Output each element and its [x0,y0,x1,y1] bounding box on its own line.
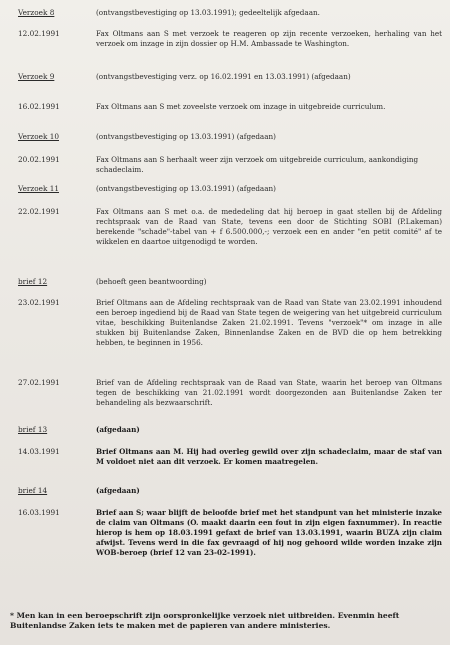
entry-date: 20.02.1991 [18,155,60,164]
entry-text: Fax Oltmans aan S herhaalt weer zijn verzoek om uitgebreide curriculum, aankondiging schadeclaim. [96,155,419,175]
entry-date: 14.03.1991 [18,447,60,456]
entry-date: 27.02.1991 [18,378,60,387]
entry-text: Brief Oltmans aan de Afdeling rechtspraak van de Raad van State van 23.02.1991 inhoudend een beroep ingediend bij de Raad van State tegen de weigering van het uitgebreid curriculum vitae, beschikking Buitenlandse Zaken 21.02.1991. Tevens "verzoek"* om inzage in alle stukken bij Buitenlandse Zaken, Binnenlandse Zaken en de BVD die op hem betrekking hebben, te beginnen in 1956. [96,298,442,348]
entry-text: Brief aan S; waar blijft de beloofde brief met het standpunt van het ministerie inzake de claim van Oltmans (O. maakt daarin een fout in zijn eigen faxnummer). In reactie hierop is hem op 18.03.1991 gefaxt de brief van 13.03.1991, waarin BUZA zijn claim afwijst. Tevens werd in die fax gevraagd of hij nog gehoord wilde worden inzake zijn WOB-beroep (brief 12 van 23-02-1991). [96,508,442,558]
entry-label: brief 14 [18,486,48,495]
entry-date: 22.02.1991 [18,207,60,216]
entry-text: (ontvangstbevestiging op 13.03.1991) (afgedaan) [96,184,276,193]
entry-date: 16.02.1991 [18,102,60,111]
entry-text: (ontvangstbevestiging op 13.03.1991); gedeeltelijk afgedaan. [96,8,320,17]
entry-text: (behoeft geen beantwoording) [96,277,207,286]
entry-text: Fax Oltmans aan S met zoveelste verzoek om inzage in uitgebreide curriculum. [96,102,386,111]
entry-text: Fax Oltmans aan S met o.a. de mededeling dat hij beroep in gaat stellen bij de Afdeling rechtspraak van de Raad van State, tevens een door de Stichting SOBI (P.Lakeman) berekende "schade"-tabel van + f 6.500.000,-; verzoek een en ander "en petit comité" af te wikkelen en daartoe uitgenodigd te worden. [96,207,442,247]
entry-date: 16.03.1991 [18,508,60,517]
entry-label: brief 12 [18,277,48,286]
entry-text: (afgedaan) [96,486,140,495]
entry-text: (afgedaan) [96,425,140,434]
entry-text: (ontvangstbevestiging verz. op 16.02.1991 en 13.03.1991) (afgedaan) [96,72,351,81]
entry-date: 23.02.1991 [18,298,60,307]
entry-text: Brief Oltmans aan M. Hij had overleg gewild over zijn schadeclaim, maar de staf van M voldoet niet aan dit verzoek. Er komen maatregelen. [96,447,442,467]
entry-label: Verzoek 8 [18,8,55,17]
entry-text: Fax Oltmans aan S met verzoek te reageren op zijn recente verzoeken, herhaling van het verzoek om inzage in zijn dossier op H.M. Ambassade te Washington. [96,29,442,49]
entry-label: brief 13 [18,425,48,434]
entry-text: Brief van de Afdeling rechtspraak van de Raad van State, waarin het beroep van Oltmans tegen de beschikking van 21.02.1991 wordt doorgezonden aan Buitenlandse Zaken ter behandeling als bezwaarschrift. [96,378,442,408]
entry-date: 12.02.1991 [18,29,60,38]
entry-label: Verzoek 11 [18,184,59,193]
entry-label: Verzoek 10 [18,132,59,141]
footnote: * Men kan in een beroepschrift zijn oorspronkelijke verzoek niet uitbreiden. Evenmin heeft Buitenlandse Zaken iets te maken met de papieren van andere ministeries. [10,611,400,631]
entry-text: (ontvangstbevestiging op 13.03.1991) (afgedaan) [96,132,276,141]
entry-label: Verzoek 9 [18,72,55,81]
